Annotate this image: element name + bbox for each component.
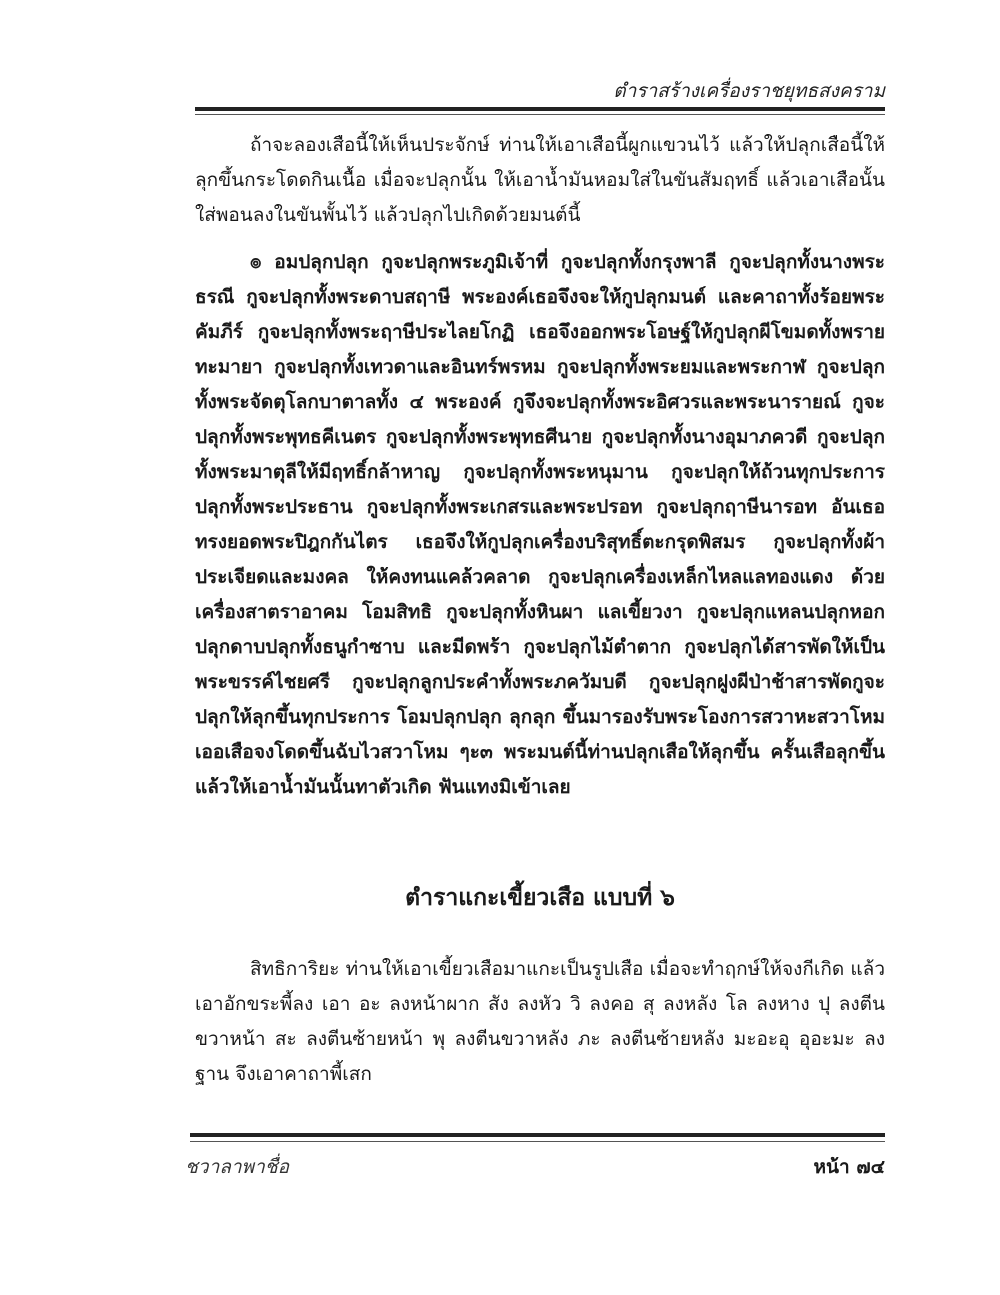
paragraph-incantation: ๏ อมปลุกปลุก กูจะปลุกพระภูมิเจ้าที่ กูจะปลุกทั้งกรุงพาลี กูจะปลุกทั้งนางพระธรณี กูจะปลุกทั้งพระดาบสฤาษี พระองค์เธอจึงจะให้กูปลุกมนต์ และคาถาทั้งร้อยพระคัมภีร์ กูจะปลุกทั้งพระฤาษีประไลยโกฏิ เธอจึงออกพระโอษฐ์ให้กูปลุกผีโขมดทั้งพรายทะมายา กูจะปลุกทั้งเทวดาและอินทร์พรหม กูจะปลุกทั้งพระยมและพระกาฬ กูจะปลุกทั้งพระจัดตุโลกบาตาลทั้ง ๔ พระองค์ กูจึงจะปลุกทั้งพระอิศวรและพระนารายณ์ กูจะปลุกทั้งพระพุทธคีเนตร กูจะปลุกทั้งพระพุทธศีนาย กูจะปลุกทั้งนางอุมาภควดี กูจะปลุกทั้งพระมาตุลีให้มีฤทธิ์กล้าหาญ กูจะปลุกทั้งพระหนุมาน กูจะปลุกให้ถ้วนทุกประการ ปลุกทั้งพระประธาน กูจะปลุกทั้งพระเกสรและพระปรอท กูจะปลุกฤาษีนารอท อันเธอทรงยอดพระปิฎกกันไตร เธอจึงให้กูปลุกเครื่องบริสุทธิ์ตะกรุดพิสมร กูจะปลุกทั้งผ้าประเจียดและมงคล ให้คงทนแคล้วคลาด กูจะปลุกเครื่องเหล็กไหลแลทองแดง ด้วยเครื่องสาตราอาคม โอมสิทธิ กูจะปลุกทั้งหินผา แลเขี้ยวงา กูจะปลุกแหลนปลุกหอก ปลุกดาบปลุกทั้งธนูกำซาบ และมีดพร้า กูจะปลุกไม้ตำตาก กูจะปลุกได้สารพัดให้เป็นพระขรรค์ไชยศรี กูจะปลุกลูกประคำทั้งพระภควัมบดี กูจะปลุกฝูงผีป่าช้าสารพัดกูจะปลุกให้ลุกขึ้นทุกประการ โอมปลุกปลุก ลุกลุก ขึ้นมารองรับพระโองการสวาหะสวาโหม เออเสือจงโดดขึ้นฉับไวสวาโหม ๆะ๓ พระมนต์นี้ท่านปลุกเสือให้ลุกขึ้น ครั้นเสือลุกขึ้นแล้วให้เอาน้ำมันนั้นทาตัวเกิด ฟันแทงมิเข้าเลย (195, 251, 885, 798)
header-rule-thin (195, 114, 885, 115)
paragraph-intro: ถ้าจะลองเสือนี้ให้เห็นประจักษ์ ท่านให้เอาเสือนี้ผูกแขวนไว้ แล้วให้ปลุกเสือนี้ให้ลุกขึ้นกระโดดกินเนื้อ เมื่อจะปลุกนั้น ให้เอาน้ำมันหอมใส่ในขันสัมฤทธิ์ แล้วเอาเสือนั้นใส่พอนลงในขันพั้นไว้ แล้วปลุกไปเกิดด้วยมนต์นี้ (195, 134, 885, 226)
paragraph-section: สิทธิการิยะ ท่านให้เอาเขี้ยวเสือมาแกะเป็นรูปเสือ เมื่อจะทำฤกษ์ให้จงกีเกิด แล้วเอาอักขระพี้ลง เอา อะ ลงหน้าผาก สัง ลงหัว วิ ลงคอ สุ ลงหลัง โล ลงหาง ปุ ลงตีนขวาหน้า สะ ลงตีนซ้ายหน้า พุ ลงตีนขวาหลัง ภะ ลงตีนซ้ายหลัง มะอะอุ อุอะมะ ลงฐาน จึงเอาคาถาพี้เสก (195, 958, 885, 1085)
footer-rule-thin (190, 1141, 885, 1142)
section-body (195, 952, 885, 1092)
section-heading: ตำราแกะเขี้ยวเสือ แบบที่ ๖ (405, 884, 675, 911)
header-rule (195, 107, 885, 111)
footer-rule (190, 1133, 885, 1137)
body-text (195, 128, 885, 805)
footer-left-text: ชวาลาพาชื่อ (185, 1156, 290, 1178)
running-head: ตำราสร้างเครื่องราชยุทธสงคราม (613, 80, 885, 102)
page-number: หน้า ๗๔ (813, 1156, 885, 1178)
